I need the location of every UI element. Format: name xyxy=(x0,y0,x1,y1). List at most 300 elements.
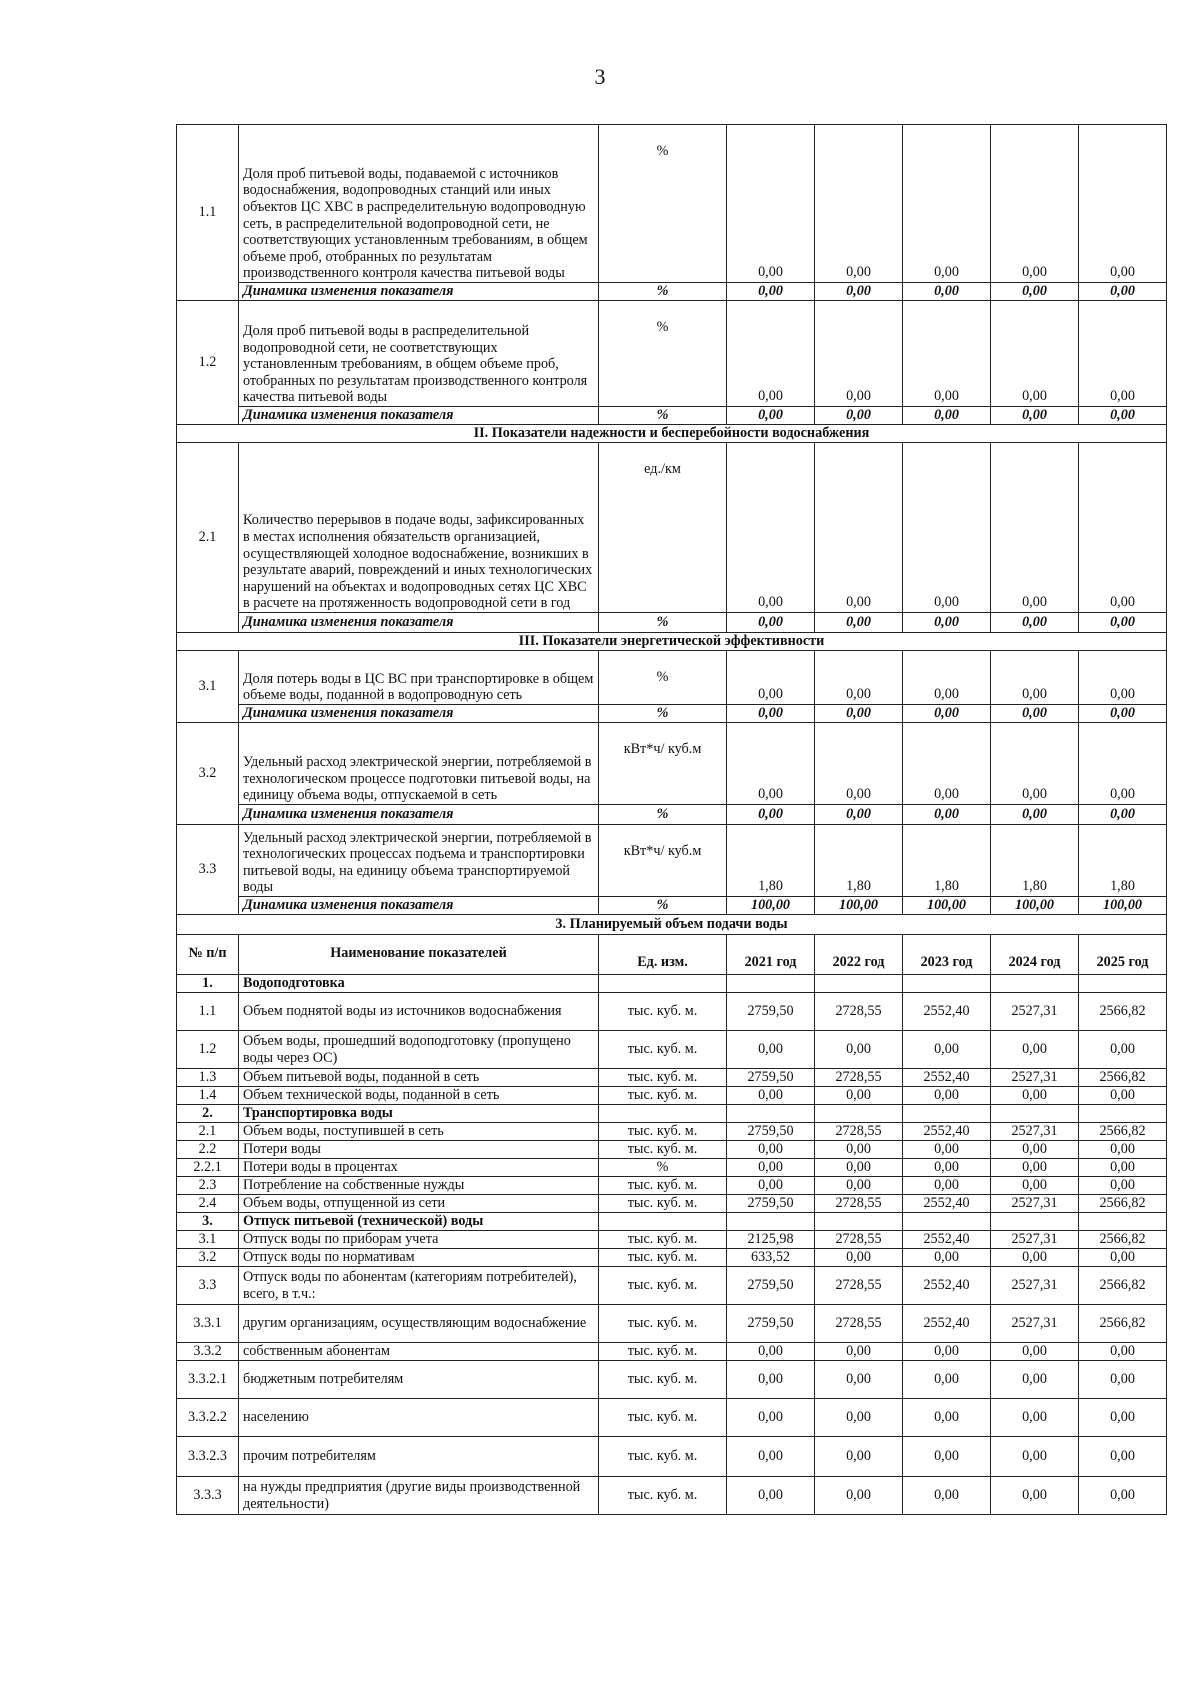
dynamics-value-1: 0,00 xyxy=(727,283,815,301)
dynamics-row xyxy=(177,613,1167,633)
section-title: II. Показатели надежности и бесперебойности водоснабжения xyxy=(177,425,1167,443)
volume-unit: тыс. куб. м. xyxy=(599,1087,727,1105)
volume-row xyxy=(177,1343,1167,1361)
indicator-number: 3.2 xyxy=(177,723,239,825)
volume-value-2: 2728,55 xyxy=(815,1195,903,1213)
volume-name: бюджетным потребителям xyxy=(239,1361,599,1399)
volume-value-2: 2728,55 xyxy=(815,1069,903,1087)
indicator-name: Удельный расход электрической энергии, потребляемой в технологическом процессе подготовки питьевой воды, на единицу объема воды, отпускаемой в сеть xyxy=(239,723,599,805)
volume-name: другим организациям, осуществляющим водоснабжение xyxy=(239,1305,599,1343)
volume-value-1: 2759,50 xyxy=(727,1195,815,1213)
volume-name: Объем технической воды, поданной в сеть xyxy=(239,1087,599,1105)
section-header-row xyxy=(177,425,1167,443)
volume-name: населению xyxy=(239,1399,599,1437)
volume-name: на нужды предприятия (другие виды производственной деятельности) xyxy=(239,1477,599,1515)
volume-row xyxy=(177,1399,1167,1437)
group-number: 3. xyxy=(177,1213,239,1231)
dynamics-value-1: 0,00 xyxy=(727,705,815,723)
volume-unit: тыс. куб. м. xyxy=(599,1031,727,1069)
volume-value-3: 0,00 xyxy=(903,1249,991,1267)
volume-value-5: 0,00 xyxy=(1079,1141,1167,1159)
volume-row xyxy=(177,1087,1167,1105)
dynamics-row xyxy=(177,805,1167,825)
volume-value-1: 0,00 xyxy=(727,1031,815,1069)
volume-value-4: 0,00 xyxy=(991,1477,1079,1515)
volume-value-3: 0,00 xyxy=(903,1177,991,1195)
volume-name: Объем поднятой воды из источников водоснабжения xyxy=(239,993,599,1031)
dynamics-unit: % xyxy=(599,283,727,301)
volume-value-2: 2728,55 xyxy=(815,993,903,1031)
volume-value-2: 0,00 xyxy=(815,1087,903,1105)
dynamics-value-3: 100,00 xyxy=(903,897,991,915)
volume-number: 2.4 xyxy=(177,1195,239,1213)
indicator-value-3: 0,00 xyxy=(903,301,991,407)
dynamics-value-5: 0,00 xyxy=(1079,407,1167,425)
volume-value-4: 2527,31 xyxy=(991,993,1079,1031)
group-empty-value-4 xyxy=(991,1105,1079,1123)
volume-value-1: 0,00 xyxy=(727,1399,815,1437)
group-empty-value-4 xyxy=(991,1213,1079,1231)
indicator-name: Доля проб питьевой воды в распределительной водопроводной сети, не соответствующих установленным требованиям, в общем объеме проб, отобранных по результатам производственного контроля качества питьевой воды xyxy=(239,301,599,407)
volume-value-2: 0,00 xyxy=(815,1477,903,1515)
volume-value-4: 0,00 xyxy=(991,1361,1079,1399)
volume-row xyxy=(177,1177,1167,1195)
indicator-value-5: 0,00 xyxy=(1079,301,1167,407)
volume-number: 1.3 xyxy=(177,1069,239,1087)
indicator-value-4: 0,00 xyxy=(991,443,1079,613)
volume-value-1: 0,00 xyxy=(727,1437,815,1477)
volume-value-5: 2566,82 xyxy=(1079,1195,1167,1213)
volume-value-2: 2728,55 xyxy=(815,1305,903,1343)
volume-unit: тыс. куб. м. xyxy=(599,1361,727,1399)
volume-value-2: 0,00 xyxy=(815,1437,903,1477)
volume-row xyxy=(177,1069,1167,1087)
dynamics-value-5: 0,00 xyxy=(1079,613,1167,633)
indicator-number: 3.3 xyxy=(177,825,239,915)
indicator-value-5: 0,00 xyxy=(1079,443,1167,613)
volume-value-2: 2728,55 xyxy=(815,1231,903,1249)
indicator-value-1: 0,00 xyxy=(727,443,815,613)
dynamics-value-3: 0,00 xyxy=(903,407,991,425)
dynamics-label: Динамика изменения показателя xyxy=(239,897,599,915)
volume-value-2: 0,00 xyxy=(815,1399,903,1437)
group-number: 2. xyxy=(177,1105,239,1123)
volume-value-4: 0,00 xyxy=(991,1437,1079,1477)
volume-unit: тыс. куб. м. xyxy=(599,1305,727,1343)
dynamics-value-3: 0,00 xyxy=(903,283,991,301)
volume-value-5: 0,00 xyxy=(1079,1159,1167,1177)
header-unit: Ед. изм. xyxy=(599,935,727,975)
group-empty-value-2 xyxy=(815,1105,903,1123)
volume-number: 3.3.1 xyxy=(177,1305,239,1343)
dynamics-value-1: 100,00 xyxy=(727,897,815,915)
volume-value-1: 0,00 xyxy=(727,1159,815,1177)
indicator-value-2: 0,00 xyxy=(815,443,903,613)
volume-value-3: 0,00 xyxy=(903,1477,991,1515)
volume-value-3: 2552,40 xyxy=(903,1267,991,1305)
dynamics-row xyxy=(177,407,1167,425)
dynamics-label: Динамика изменения показателя xyxy=(239,805,599,825)
header-year-4: 2024 год xyxy=(991,935,1079,975)
group-name: Отпуск питьевой (технической) воды xyxy=(239,1213,599,1231)
volume-row xyxy=(177,1361,1167,1399)
volume-unit: тыс. куб. м. xyxy=(599,993,727,1031)
indicator-row xyxy=(177,825,1167,897)
dynamics-value-2: 100,00 xyxy=(815,897,903,915)
dynamics-value-1: 0,00 xyxy=(727,805,815,825)
indicator-value-1: 0,00 xyxy=(727,723,815,805)
volume-number: 3.3.2 xyxy=(177,1343,239,1361)
volume-name: Объем воды, поступившей в сеть xyxy=(239,1123,599,1141)
volume-row xyxy=(177,1123,1167,1141)
volume-value-3: 2552,40 xyxy=(903,1195,991,1213)
group-name: Водоподготовка xyxy=(239,975,599,993)
volume-value-1: 2759,50 xyxy=(727,993,815,1031)
dynamics-value-2: 0,00 xyxy=(815,613,903,633)
indicator-value-3: 0,00 xyxy=(903,723,991,805)
dynamics-label: Динамика изменения показателя xyxy=(239,407,599,425)
volume-row xyxy=(177,1477,1167,1515)
volume-row xyxy=(177,1231,1167,1249)
volume-value-5: 2566,82 xyxy=(1079,993,1167,1031)
indicator-value-3: 0,00 xyxy=(903,651,991,705)
volume-row xyxy=(177,993,1167,1031)
dynamics-unit: % xyxy=(599,613,727,633)
volume-name: Потери воды xyxy=(239,1141,599,1159)
volume-unit: тыс. куб. м. xyxy=(599,1477,727,1515)
volume-value-4: 0,00 xyxy=(991,1031,1079,1069)
volume-number: 2.3 xyxy=(177,1177,239,1195)
indicator-number: 1.1 xyxy=(177,125,239,301)
volume-name: Потери воды в процентах xyxy=(239,1159,599,1177)
group-empty-value-1 xyxy=(727,1213,815,1231)
group-empty-value-2 xyxy=(815,975,903,993)
volume-number: 3.3.2.2 xyxy=(177,1399,239,1437)
indicator-name: Доля потерь воды в ЦС ВС при транспортировке в общем объеме воды, поданной в водопроводную сеть xyxy=(239,651,599,705)
volume-unit: тыс. куб. м. xyxy=(599,1069,727,1087)
volume-value-1: 0,00 xyxy=(727,1177,815,1195)
volume-unit: тыс. куб. м. xyxy=(599,1437,727,1477)
volume-value-3: 2552,40 xyxy=(903,1069,991,1087)
volume-value-3: 0,00 xyxy=(903,1087,991,1105)
dynamics-value-4: 0,00 xyxy=(991,407,1079,425)
indicator-row xyxy=(177,651,1167,705)
group-empty-value-2 xyxy=(815,1213,903,1231)
volume-name: Потребление на собственные нужды xyxy=(239,1177,599,1195)
volume-name: Отпуск воды по нормативам xyxy=(239,1249,599,1267)
indicator-name: Количество перерывов в подаче воды, зафиксированных в местах исполнения обязательств организацией, осуществляющей холодное водоснабжение, возникших в результате аварий, повреждений и иных технологических нарушений на объектах и водопроводных сетях ЦС ХВС в расчете на протяженность водопроводной сети в год xyxy=(239,443,599,613)
volume-value-4: 0,00 xyxy=(991,1159,1079,1177)
volume-value-3: 2552,40 xyxy=(903,993,991,1031)
dynamics-value-4: 0,00 xyxy=(991,283,1079,301)
volume-value-3: 0,00 xyxy=(903,1159,991,1177)
dynamics-value-1: 0,00 xyxy=(727,407,815,425)
volume-name: Отпуск воды по абонентам (категориям потребителей), всего, в т.ч.: xyxy=(239,1267,599,1305)
header-number: № п/п xyxy=(177,935,239,975)
column-header-row xyxy=(177,935,1167,975)
volume-unit: тыс. куб. м. xyxy=(599,1177,727,1195)
indicator-value-2: 0,00 xyxy=(815,651,903,705)
dynamics-row xyxy=(177,283,1167,301)
volume-name: Отпуск воды по приборам учета xyxy=(239,1231,599,1249)
volume-value-5: 0,00 xyxy=(1079,1343,1167,1361)
volume-value-3: 0,00 xyxy=(903,1343,991,1361)
indicator-value-5: 1,80 xyxy=(1079,825,1167,897)
volume-value-5: 2566,82 xyxy=(1079,1123,1167,1141)
volume-value-1: 2125,98 xyxy=(727,1231,815,1249)
group-empty-value-5 xyxy=(1079,975,1167,993)
indicator-row xyxy=(177,723,1167,805)
indicator-value-2: 1,80 xyxy=(815,825,903,897)
volume-value-3: 0,00 xyxy=(903,1141,991,1159)
dynamics-value-3: 0,00 xyxy=(903,805,991,825)
dynamics-unit: % xyxy=(599,407,727,425)
volume-value-5: 0,00 xyxy=(1079,1437,1167,1477)
dynamics-unit: % xyxy=(599,805,727,825)
volume-name: Объем воды, отпущенной из сети xyxy=(239,1195,599,1213)
dynamics-value-1: 0,00 xyxy=(727,613,815,633)
volume-value-4: 0,00 xyxy=(991,1177,1079,1195)
dynamics-value-5: 0,00 xyxy=(1079,805,1167,825)
volume-number: 3.1 xyxy=(177,1231,239,1249)
page-number: 3 xyxy=(594,64,606,89)
indicator-value-2: 0,00 xyxy=(815,125,903,283)
indicator-value-2: 0,00 xyxy=(815,301,903,407)
volume-unit: тыс. куб. м. xyxy=(599,1195,727,1213)
indicator-unit: % xyxy=(599,125,727,283)
indicator-value-2: 0,00 xyxy=(815,723,903,805)
indicator-value-1: 0,00 xyxy=(727,651,815,705)
volume-number: 2.2.1 xyxy=(177,1159,239,1177)
indicator-value-5: 0,00 xyxy=(1079,125,1167,283)
section-header-row xyxy=(177,633,1167,651)
volume-row xyxy=(177,1267,1167,1305)
indicator-value-5: 0,00 xyxy=(1079,651,1167,705)
indicator-number: 2.1 xyxy=(177,443,239,633)
volume-value-3: 2552,40 xyxy=(903,1305,991,1343)
volume-row xyxy=(177,1031,1167,1069)
volume-name: Объем воды, прошедший водоподготовку (пропущено воды через ОС) xyxy=(239,1031,599,1069)
indicator-unit: % xyxy=(599,651,727,705)
volume-value-5: 0,00 xyxy=(1079,1361,1167,1399)
group-empty-unit xyxy=(599,1105,727,1123)
dynamics-value-2: 0,00 xyxy=(815,705,903,723)
group-empty-value-1 xyxy=(727,1105,815,1123)
volume-name: прочим потребителям xyxy=(239,1437,599,1477)
dynamics-value-4: 0,00 xyxy=(991,613,1079,633)
volume-number: 3.3 xyxy=(177,1267,239,1305)
volume-value-1: 2759,50 xyxy=(727,1267,815,1305)
volume-value-1: 633,52 xyxy=(727,1249,815,1267)
volume-row xyxy=(177,1195,1167,1213)
volume-value-2: 0,00 xyxy=(815,1159,903,1177)
volume-value-5: 0,00 xyxy=(1079,1249,1167,1267)
indicator-value-1: 1,80 xyxy=(727,825,815,897)
header-name: Наименование показателей xyxy=(239,935,599,975)
group-row xyxy=(177,975,1167,993)
group-name: Транспортировка воды xyxy=(239,1105,599,1123)
dynamics-value-5: 0,00 xyxy=(1079,705,1167,723)
indicator-row xyxy=(177,125,1167,283)
volume-value-1: 2759,50 xyxy=(727,1305,815,1343)
indicator-value-4: 0,00 xyxy=(991,723,1079,805)
volume-value-2: 0,00 xyxy=(815,1141,903,1159)
group-empty-value-4 xyxy=(991,975,1079,993)
indicators-table xyxy=(176,124,1167,1515)
volume-value-1: 0,00 xyxy=(727,1343,815,1361)
indicator-value-3: 0,00 xyxy=(903,443,991,613)
dynamics-label: Динамика изменения показателя xyxy=(239,613,599,633)
group-empty-unit xyxy=(599,1213,727,1231)
volume-value-5: 0,00 xyxy=(1079,1087,1167,1105)
dynamics-value-4: 0,00 xyxy=(991,805,1079,825)
indicator-value-4: 0,00 xyxy=(991,301,1079,407)
indicator-value-1: 0,00 xyxy=(727,125,815,283)
dynamics-value-2: 0,00 xyxy=(815,407,903,425)
indicator-unit: кВт*ч/ куб.м xyxy=(599,723,727,805)
dynamics-label: Динамика изменения показателя xyxy=(239,705,599,723)
volume-value-3: 0,00 xyxy=(903,1399,991,1437)
group-empty-value-3 xyxy=(903,975,991,993)
volume-row xyxy=(177,1305,1167,1343)
indicator-number: 1.2 xyxy=(177,301,239,425)
volume-value-4: 0,00 xyxy=(991,1249,1079,1267)
volume-value-2: 0,00 xyxy=(815,1343,903,1361)
dynamics-unit: % xyxy=(599,897,727,915)
dynamics-value-4: 0,00 xyxy=(991,705,1079,723)
indicator-value-4: 0,00 xyxy=(991,125,1079,283)
header-year-2: 2022 год xyxy=(815,935,903,975)
volume-number: 1.4 xyxy=(177,1087,239,1105)
volume-unit: тыс. куб. м. xyxy=(599,1399,727,1437)
section-header-row xyxy=(177,915,1167,935)
group-row xyxy=(177,1105,1167,1123)
header-year-5: 2025 год xyxy=(1079,935,1167,975)
volume-unit: тыс. куб. м. xyxy=(599,1343,727,1361)
volume-value-1: 0,00 xyxy=(727,1087,815,1105)
volume-value-4: 0,00 xyxy=(991,1141,1079,1159)
volume-unit: % xyxy=(599,1159,727,1177)
volume-value-3: 0,00 xyxy=(903,1031,991,1069)
group-empty-value-3 xyxy=(903,1105,991,1123)
volume-value-2: 2728,55 xyxy=(815,1123,903,1141)
volume-value-2: 0,00 xyxy=(815,1249,903,1267)
indicator-unit: ед./км xyxy=(599,443,727,613)
dynamics-value-3: 0,00 xyxy=(903,613,991,633)
volume-value-3: 0,00 xyxy=(903,1361,991,1399)
dynamics-value-5: 100,00 xyxy=(1079,897,1167,915)
table-body xyxy=(177,125,1167,1515)
header-year-3: 2023 год xyxy=(903,935,991,975)
volume-value-4: 0,00 xyxy=(991,1343,1079,1361)
volume-value-5: 2566,82 xyxy=(1079,1305,1167,1343)
volume-value-5: 0,00 xyxy=(1079,1177,1167,1195)
volume-value-4: 2527,31 xyxy=(991,1069,1079,1087)
volume-value-1: 0,00 xyxy=(727,1141,815,1159)
group-empty-value-5 xyxy=(1079,1105,1167,1123)
volume-value-1: 2759,50 xyxy=(727,1123,815,1141)
dynamics-unit: % xyxy=(599,705,727,723)
volume-unit: тыс. куб. м. xyxy=(599,1123,727,1141)
volume-number: 1.1 xyxy=(177,993,239,1031)
volume-value-2: 0,00 xyxy=(815,1177,903,1195)
indicator-value-4: 1,80 xyxy=(991,825,1079,897)
volume-value-4: 2527,31 xyxy=(991,1305,1079,1343)
indicator-number: 3.1 xyxy=(177,651,239,723)
indicator-unit: % xyxy=(599,301,727,407)
volume-value-2: 0,00 xyxy=(815,1361,903,1399)
dynamics-value-2: 0,00 xyxy=(815,805,903,825)
volume-value-4: 2527,31 xyxy=(991,1231,1079,1249)
volume-value-3: 2552,40 xyxy=(903,1123,991,1141)
section-title: 3. Планируемый объем подачи воды xyxy=(177,915,1167,935)
volume-number: 3.3.3 xyxy=(177,1477,239,1515)
indicator-value-1: 0,00 xyxy=(727,301,815,407)
indicator-name: Удельный расход электрической энергии, потребляемой в технологических процессах подъема и транспортировки питьевой воды, на единицу объема транспортируемой воды xyxy=(239,825,599,897)
dynamics-row xyxy=(177,705,1167,723)
volume-unit: тыс. куб. м. xyxy=(599,1141,727,1159)
volume-value-4: 0,00 xyxy=(991,1087,1079,1105)
volume-value-3: 2552,40 xyxy=(903,1231,991,1249)
dynamics-label: Динамика изменения показателя xyxy=(239,283,599,301)
volume-unit: тыс. куб. м. xyxy=(599,1249,727,1267)
volume-unit: тыс. куб. м. xyxy=(599,1267,727,1305)
volume-row xyxy=(177,1159,1167,1177)
indicator-value-3: 0,00 xyxy=(903,125,991,283)
volume-value-4: 2527,31 xyxy=(991,1123,1079,1141)
indicator-name: Доля проб питьевой воды, подаваемой с источников водоснабжения, водопроводных станций или иных объектов ЦС ХВС в распределительную водопроводную сеть, в распределительной водопроводной сети, не соответствующих установленным требованиям, в общем объеме проб, отобранных по результатам производственного контроля качества питьевой воды xyxy=(239,125,599,283)
dynamics-value-4: 100,00 xyxy=(991,897,1079,915)
volume-value-1: 0,00 xyxy=(727,1361,815,1399)
volume-number: 2.1 xyxy=(177,1123,239,1141)
group-empty-value-3 xyxy=(903,1213,991,1231)
group-empty-value-1 xyxy=(727,975,815,993)
volume-number: 3.3.2.3 xyxy=(177,1437,239,1477)
header-year-1: 2021 год xyxy=(727,935,815,975)
volume-name: собственным абонентам xyxy=(239,1343,599,1361)
volume-value-4: 2527,31 xyxy=(991,1267,1079,1305)
volume-value-2: 0,00 xyxy=(815,1031,903,1069)
indicator-value-4: 0,00 xyxy=(991,651,1079,705)
volume-value-4: 0,00 xyxy=(991,1399,1079,1437)
volume-value-5: 2566,82 xyxy=(1079,1231,1167,1249)
indicator-unit: кВт*ч/ куб.м xyxy=(599,825,727,897)
dynamics-value-3: 0,00 xyxy=(903,705,991,723)
volume-name: Объем питьевой воды, поданной в сеть xyxy=(239,1069,599,1087)
indicator-value-5: 0,00 xyxy=(1079,723,1167,805)
dynamics-value-5: 0,00 xyxy=(1079,283,1167,301)
indicator-row xyxy=(177,443,1167,613)
volume-value-1: 0,00 xyxy=(727,1477,815,1515)
volume-number: 1.2 xyxy=(177,1031,239,1069)
dynamics-row xyxy=(177,897,1167,915)
section-title: III. Показатели энергетической эффективности xyxy=(177,633,1167,651)
group-row xyxy=(177,1213,1167,1231)
volume-row xyxy=(177,1437,1167,1477)
volume-value-2: 2728,55 xyxy=(815,1267,903,1305)
volume-value-1: 2759,50 xyxy=(727,1069,815,1087)
volume-value-3: 0,00 xyxy=(903,1437,991,1477)
indicator-value-3: 1,80 xyxy=(903,825,991,897)
volume-value-5: 0,00 xyxy=(1079,1477,1167,1515)
group-empty-unit xyxy=(599,975,727,993)
volume-number: 3.2 xyxy=(177,1249,239,1267)
volume-value-4: 2527,31 xyxy=(991,1195,1079,1213)
volume-unit: тыс. куб. м. xyxy=(599,1231,727,1249)
volume-number: 2.2 xyxy=(177,1141,239,1159)
volume-value-5: 2566,82 xyxy=(1079,1267,1167,1305)
volume-row xyxy=(177,1249,1167,1267)
